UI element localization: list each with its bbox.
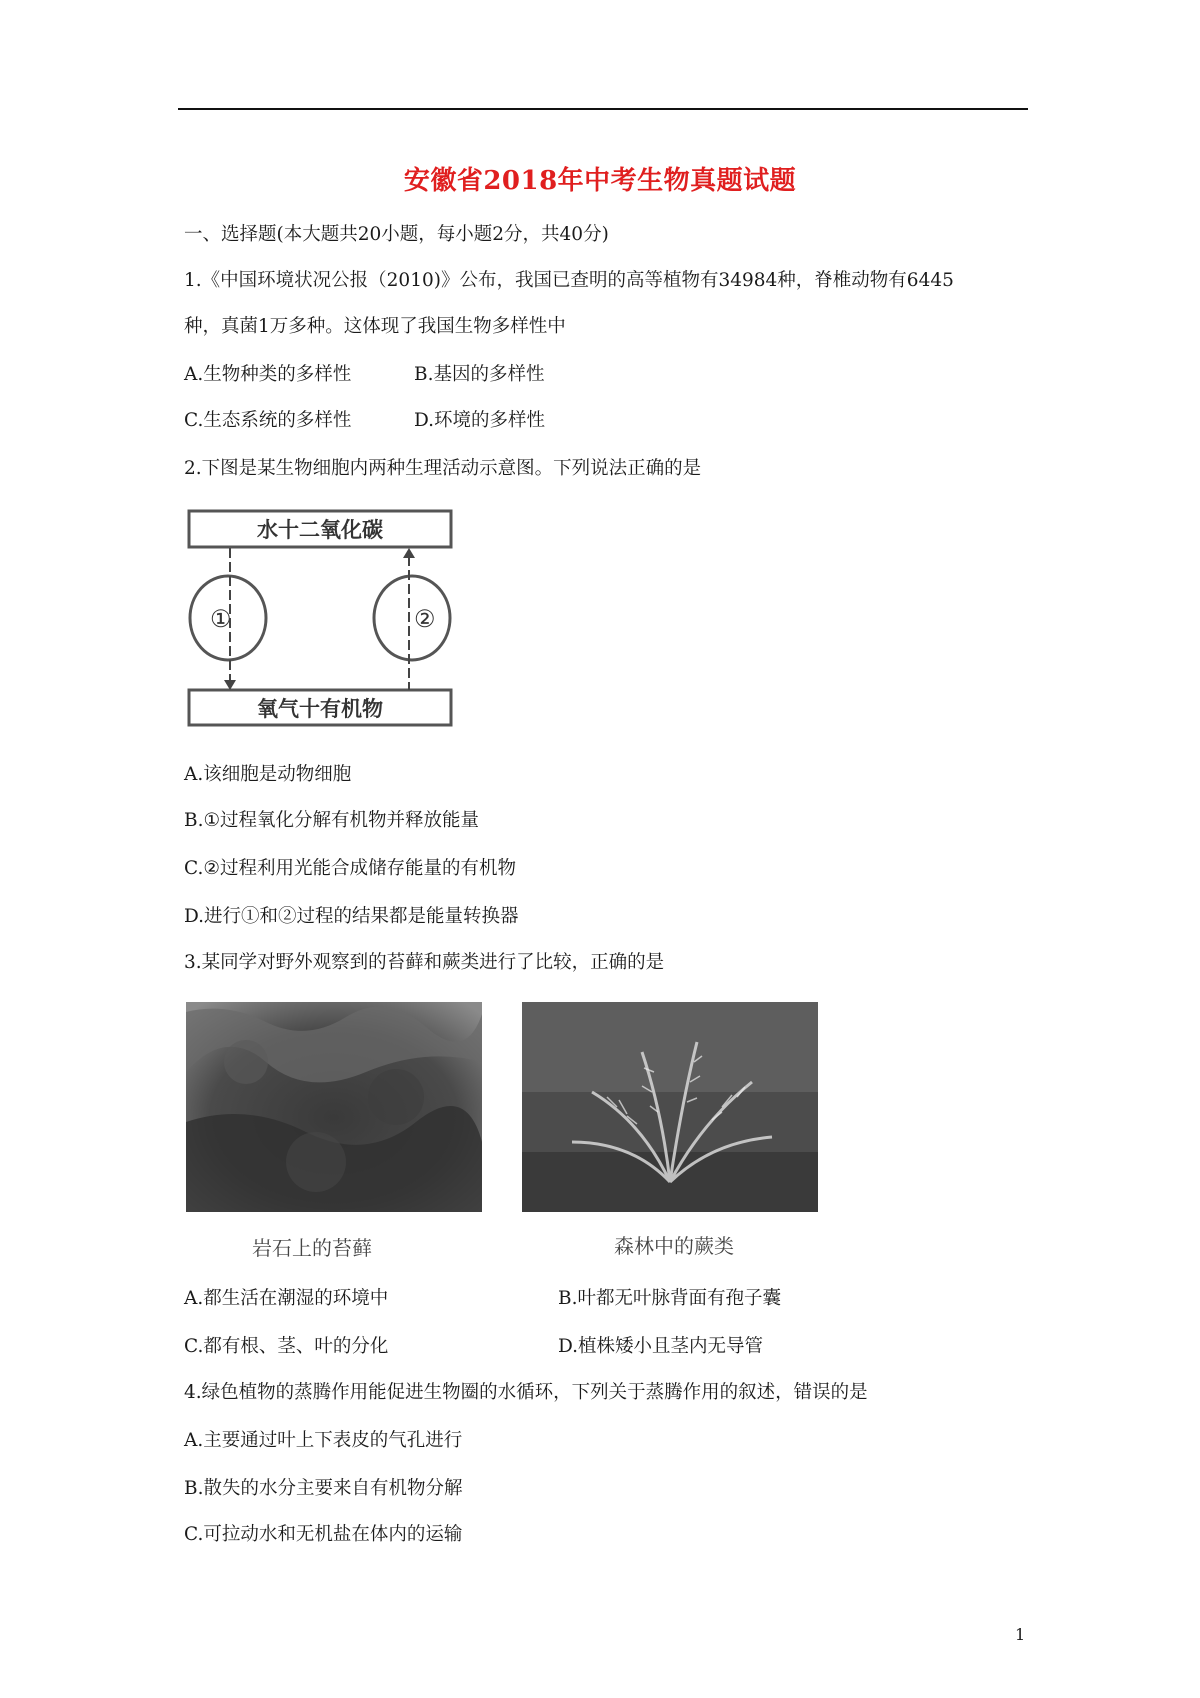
top-box-label: 水十二氧化碳 — [257, 518, 383, 542]
cell-activity-diagram — [186, 508, 456, 730]
q3-option-a: A.都生活在潮湿的环境中 — [184, 1288, 389, 1309]
q2-option-c: C.②过程利用光能合成储存能量的有机物 — [184, 858, 516, 879]
right-circle-label: ② — [414, 605, 436, 633]
q4-stem: 4.绿色植物的蒸腾作用能促进生物圈的水循环，下列关于蒸腾作用的叙述，错误的是 — [184, 1382, 868, 1403]
q3-option-c: C.都有根、茎、叶的分化 — [184, 1336, 389, 1357]
bottom-box-label: 氧气十有机物 — [257, 697, 383, 721]
moss-caption: 岩石上的苔藓 — [252, 1236, 372, 1260]
moss-photo — [186, 1002, 482, 1212]
q4-option-b: B.散失的水分主要来自有机物分解 — [184, 1478, 463, 1499]
fern-caption: 森林中的蕨类 — [614, 1234, 734, 1258]
page-title: 安徽省2018年中考生物真题试题 — [403, 166, 797, 196]
q4-option-a: A.主要通过叶上下表皮的气孔进行 — [184, 1430, 463, 1451]
q2-option-a: A.该细胞是动物细胞 — [184, 764, 352, 785]
q3-option-d: D.植株矮小且茎内无导管 — [558, 1336, 764, 1357]
q2-option-d: D.进行①和②过程的结果都是能量转换器 — [184, 906, 519, 927]
q1-option-d: D.环境的多样性 — [414, 410, 546, 431]
header-rule — [178, 108, 1028, 110]
fern-photo — [522, 1002, 818, 1212]
q1-option-a: A.生物种类的多样性 — [184, 364, 352, 385]
q2-stem: 2.下图是某生物细胞内两种生理活动示意图。下列说法正确的是 — [184, 458, 702, 479]
section-heading: 一、选择题(本大题共20小题，每小题2分，共40分) — [184, 224, 609, 245]
page-number: 1 — [1015, 1625, 1026, 1644]
left-circle-label: ① — [210, 605, 232, 633]
q1-stem-line-2: 种，真菌1万多种。这体现了我国生物多样性中 — [184, 316, 566, 337]
q1-option-b: B.基因的多样性 — [414, 364, 545, 385]
q2-option-b: B.①过程氧化分解有机物并释放能量 — [184, 810, 480, 831]
q1-stem-line-1: 1.《中国环境状况公报（2010)》公布，我国已查明的高等植物有34984种，脊椎动物有6445 — [184, 270, 954, 291]
q3-option-b: B.叶都无叶脉背面有孢子囊 — [558, 1288, 781, 1309]
q1-option-c: C.生态系统的多样性 — [184, 410, 352, 431]
q3-stem: 3.某同学对野外观察到的苔藓和蕨类进行了比较，正确的是 — [184, 952, 665, 973]
q4-option-c: C.可拉动水和无机盐在体内的运输 — [184, 1524, 463, 1545]
